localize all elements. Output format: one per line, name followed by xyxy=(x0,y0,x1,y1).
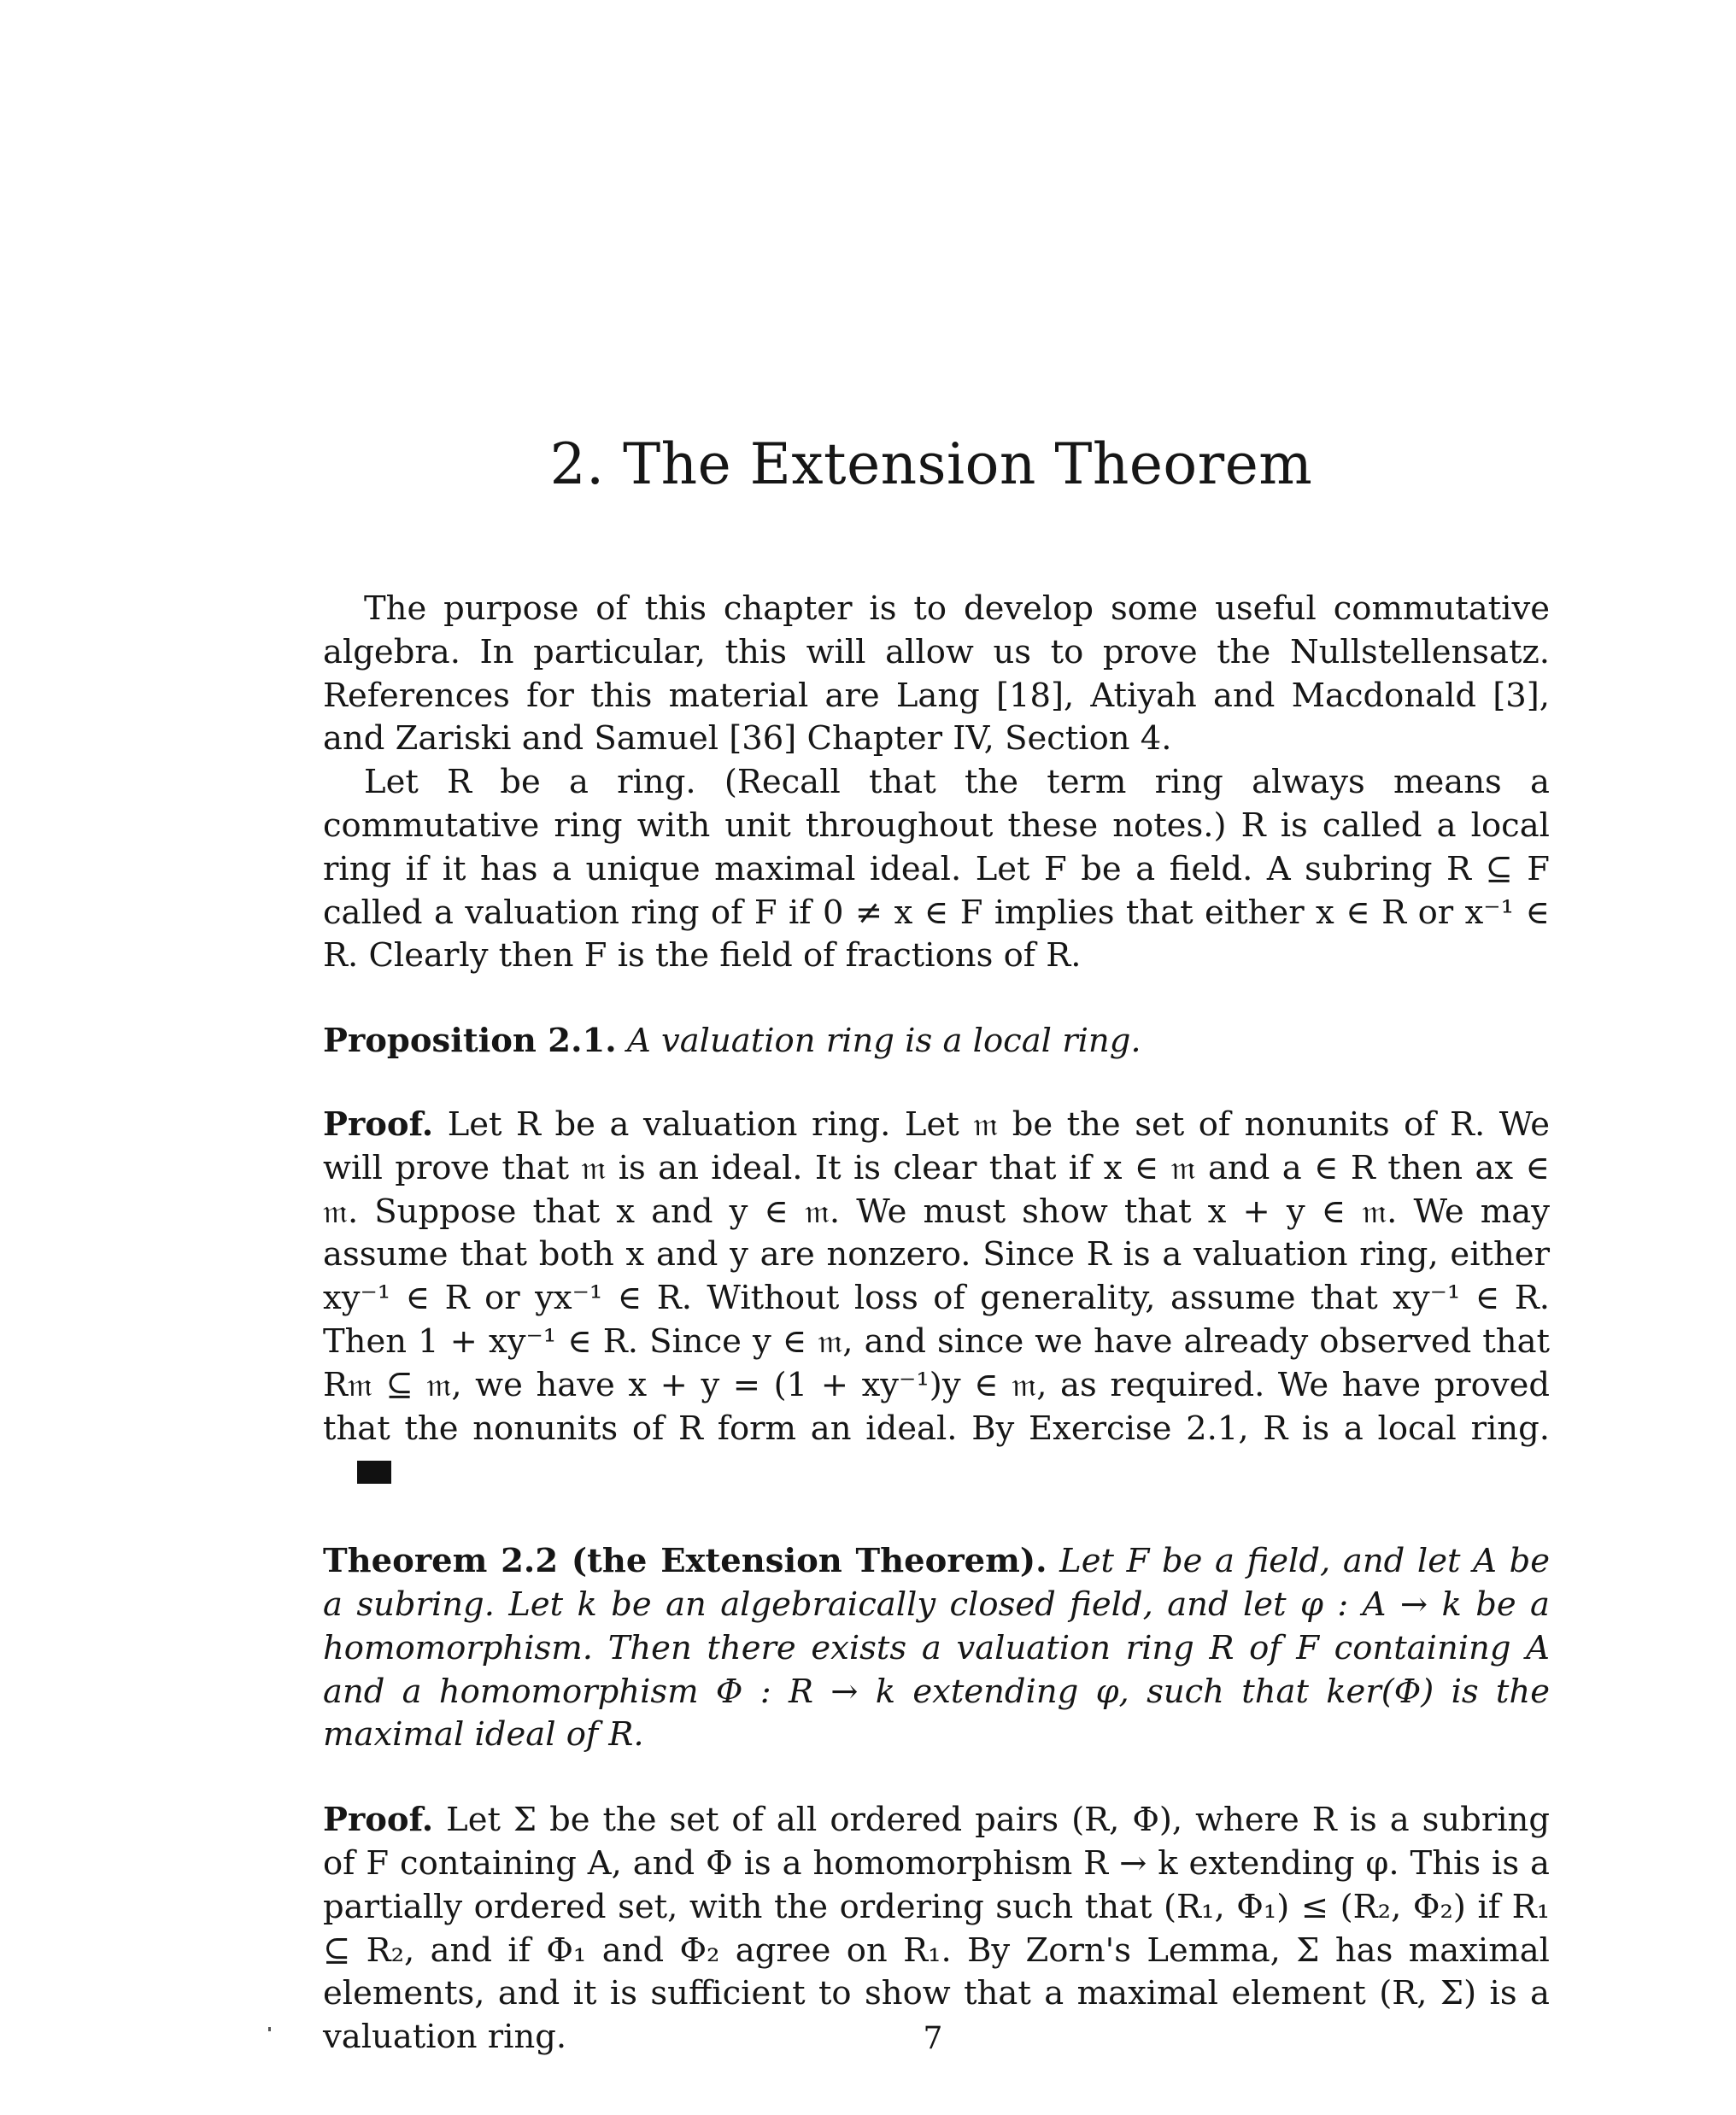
theorem-2-2 xyxy=(323,1540,1550,1757)
chapter-title: 2. The Extension Theorem xyxy=(549,431,1313,497)
proposition-statement: A valuation ring is a local ring. xyxy=(626,1022,1141,1061)
scan-speck xyxy=(268,2027,271,2031)
intro-paragraph-2: Let R be a ring. (Recall that the term ring always means a commutative ring with unit throughout these notes.) R is called a local ring if it has a unique maximal ideal. Let F be a field. A subring R ⊆ F called a valuation ring of F if 0 ≠ x ∈ F implies that either x ∈ R or x⁻¹ ∈ R. Clearly then F is the field of fractions of R. xyxy=(323,763,1550,975)
proposition-label: Proposition 2.1. xyxy=(323,1022,617,1061)
theorem-label: Theorem 2.2 (the Extension Theorem). xyxy=(323,1542,1047,1581)
page-number: 7 xyxy=(923,2021,943,2056)
proposition-2-1 xyxy=(323,1020,1550,1063)
proof-label: Proof. xyxy=(323,1801,434,1840)
proof-paragraph-1 xyxy=(323,1104,1550,1494)
page-body xyxy=(323,588,1550,2059)
theorem-statement: Let F be a field, and let A be a subring. Let k be an algebraically closed field, and let φ : A → k be a homomorphism. Then there exists a valuation ring R of F containing A and a homomorphism Φ : R → k extending φ, such that ker(Φ) is the maximal ideal of R. xyxy=(323,1542,1550,1755)
proof-text: Let Σ be the set of all ordered pairs (R, Φ), where R is a subring of F containing A, and Φ is a homomorphism R → k extending φ. This is a partially ordered set, with the ordering such that (R₁, Φ₁) ≤ (R₂, Φ₂) if R₁ ⊆ R₂, and if Φ₁ and Φ₂ agree on R₁. By Zorn's Lemma, Σ has maximal elements, and it is sufficient to show that a maximal element (R, Σ) is a valuation ring. xyxy=(323,1801,1550,2057)
qed-symbol xyxy=(357,1461,391,1484)
intro-paragraph-1: The purpose of this chapter is to develop some useful commutative algebra. In particular, this will allow us to prove the Nullstellensatz. References for this material are Lang [18], Atiyah and Macdonald [3], and Zariski and Samuel [36] Chapter IV, Section 4. xyxy=(323,589,1550,759)
proof-text: Let R be a valuation ring. Let 𝔪 be the set of nonunits of R. We will prove that 𝔪 is an ideal. It is clear that if x ∈ 𝔪 and a ∈ R then ax ∈ 𝔪. Suppose that x and y ∈ 𝔪. We must show that x + y ∈ 𝔪. We may assume that both x and y are nonzero. Since R is a valuation ring, either xy⁻¹ ∈ R or yx⁻¹ ∈ R. Without loss of generality, assume that xy⁻¹ ∈ R. Then 1 + xy⁻¹ ∈ R. Since y ∈ 𝔪, and since we have already observed that R𝔪 ⊆ 𝔪, we have x + y = (1 + xy⁻¹)y ∈ 𝔪, as required. We have proved that the nonunits of R form an ideal. By Exercise 2.1, R is a local ring. xyxy=(323,1104,1550,1448)
proof-label: Proof. xyxy=(323,1104,434,1144)
